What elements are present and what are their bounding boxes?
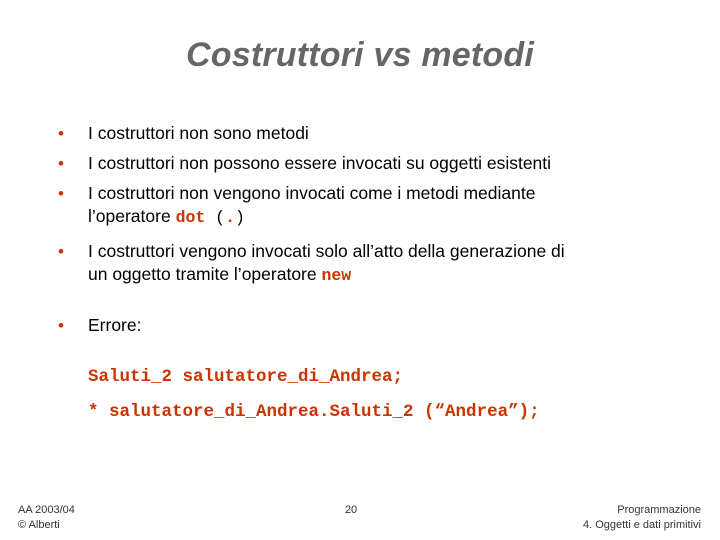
bullet-item [58,182,658,229]
code-paren-close: ) [235,208,245,227]
slide-title: Costruttori vs metodi [185,36,534,74]
bullet-text: I costruttori non vengono invocati come i metodi mediante [88,183,536,203]
bullet-dot-icon: • [58,124,64,143]
code-keyword-dot: dot [175,208,206,227]
bullet-item [58,152,658,175]
bullet-item [58,240,658,287]
code-paren-open: ( [205,208,226,227]
bullet-list [58,122,658,337]
bullet-dot-icon: • [58,184,64,203]
footer-year: AA 2003/04 [18,504,75,516]
bullet-text: Errore: [88,315,142,335]
code-keyword-new: new [321,266,352,285]
footer-author: © Alberti [18,519,60,531]
bullet-text: I costruttori non possono essere invocati su oggetti esistenti [88,153,552,173]
bullet-text: un oggetto tramite l’operatore [88,264,322,284]
bullet-dot-icon: • [58,242,64,261]
bullet-item [58,122,658,145]
code-line-2: * salutatore_di_Andrea.Saluti_2 (“Andrea”); [88,402,540,422]
bullet-dot-icon: • [58,316,64,335]
bullet-text: l’operatore [88,206,176,226]
code-period: . [225,208,235,227]
page-number: 20 [344,504,358,516]
footer-course: Programmazione [617,504,701,516]
bullet-text: I costruttori non sono metodi [88,123,309,143]
bullet-text: I costruttori vengono invocati solo all’atto della generazione di [88,241,565,261]
bullet-item [58,314,658,337]
bullet-dot-icon: • [58,154,64,173]
footer-chapter: 4. Oggetti e dati primitivi [583,519,701,531]
footer-right [583,503,701,533]
code-line-1: Saluti_2 salutatore_di_Andrea; [88,367,404,387]
